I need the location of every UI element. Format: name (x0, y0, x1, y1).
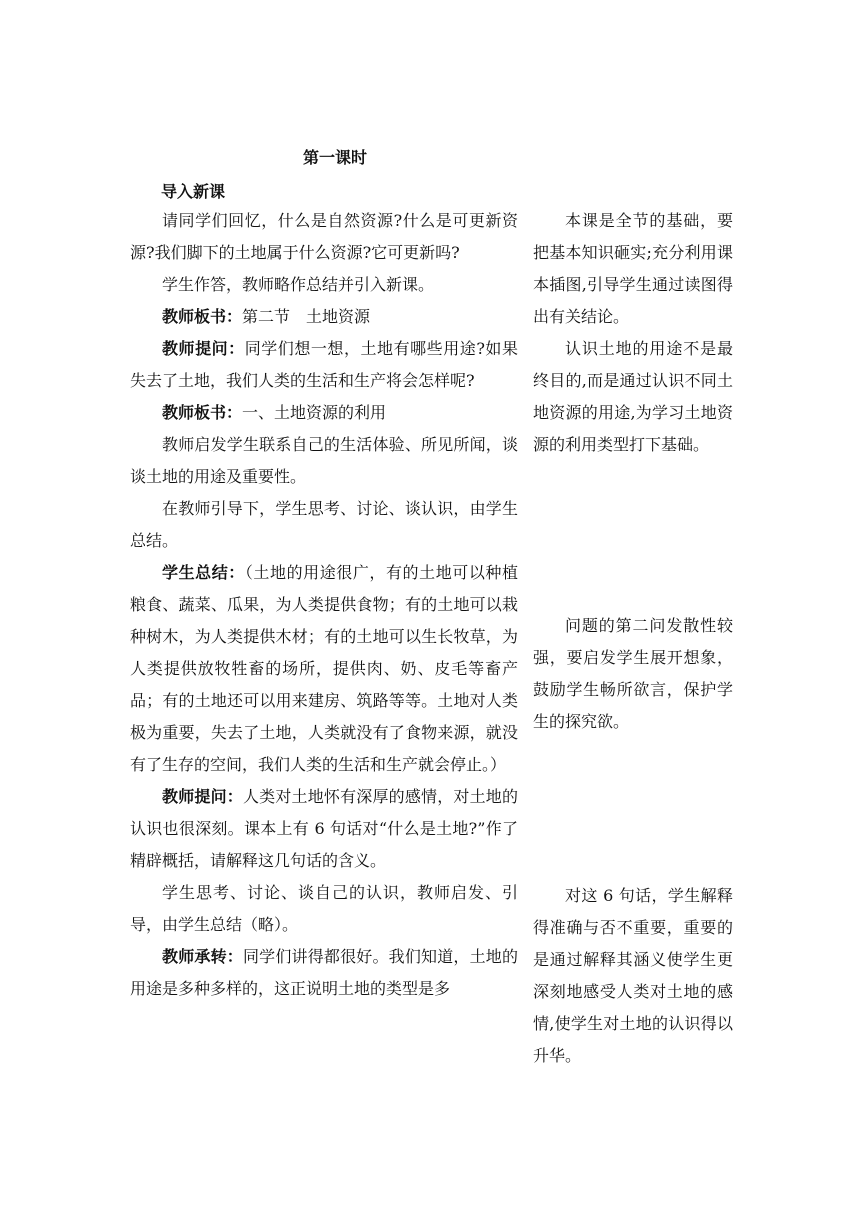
paragraph: 请同学们回忆，什么是自然资源?什么是可更新资源?我们脚下的土地属于什么资源?它可更新吗? (130, 211, 518, 262)
paragraph: 教师板书：一、土地资源的利用 (162, 403, 387, 422)
paragraph: 学生作答，教师略作总结并引入新课。 (162, 275, 435, 294)
paragraph: 在教师引导下，学生思考、讨论、谈认识，由学生总结。 (130, 499, 518, 550)
section-heading: 导入新课 (161, 182, 226, 201)
paragraph: 教师提问：人类对土地怀有深厚的感情，对土地的认识也很深刻。课本上有 6 句话对“什么是土地?”作了精辟概括，请解释这几句话的含义。 (130, 787, 518, 870)
margin-note: 本课是全节的基础，要把基本知识砸实;充分利用课本插图,引导学生通过读图得出有关结论。 (533, 211, 733, 326)
main-column (130, 205, 518, 1005)
paragraph: 学生总结：（土地的用途很广，有的土地可以种植粮食、蔬菜、瓜果，为人类提供食物；有的土地可以栽种树木，为人类提供木材；有的土地可以生长牧草，为人类提供放牧牲畜的场所，提供肉、奶、皮毛等畜产品；有的土地还可以用来建房、筑路等等。土地对人类极为重要，失去了土地，人类就没有了食物来源，就没有了生存的空间，我们人类的生活和生产就会停止。） (130, 563, 518, 774)
paragraph: 教师承转：同学们讲得都很好。我们知道，土地的用途是多种多样的，这正说明土地的类型是多 (130, 947, 518, 998)
paragraph: 教师启发学生联系自己的生活体验、所见所闻，谈谈土地的用途及重要性。 (130, 435, 518, 486)
paragraph: 教师提问：同学们想一想，土地有哪些用途?如果失去了土地，我们人类的生活和生产将会怎样呢? (130, 339, 518, 390)
margin-note: 问题的第二问发散性较强，要启发学生展开想象，鼓励学生畅所欲言，保护学生的探究欲。 (533, 616, 733, 731)
paragraph: 学生思考、讨论、谈自己的认识，教师启发、引导，由学生总结（略）。 (130, 883, 518, 934)
margin-note: 对这 6 句话，学生解释得准确与否不重要，重要的是通过解释其涵义使学生更深刻地感受人类对土地的感情,使学生对土地的认识得以升华。 (533, 886, 733, 1065)
paragraph: 教师板书：第二节 土地资源 (162, 307, 371, 326)
margin-note: 认识土地的用途不是最终目的,而是通过认识不同土地资源的用途,为学习土地资源的利用类型打下基础。 (533, 339, 733, 454)
lesson-title: 第一课时 (303, 148, 368, 167)
